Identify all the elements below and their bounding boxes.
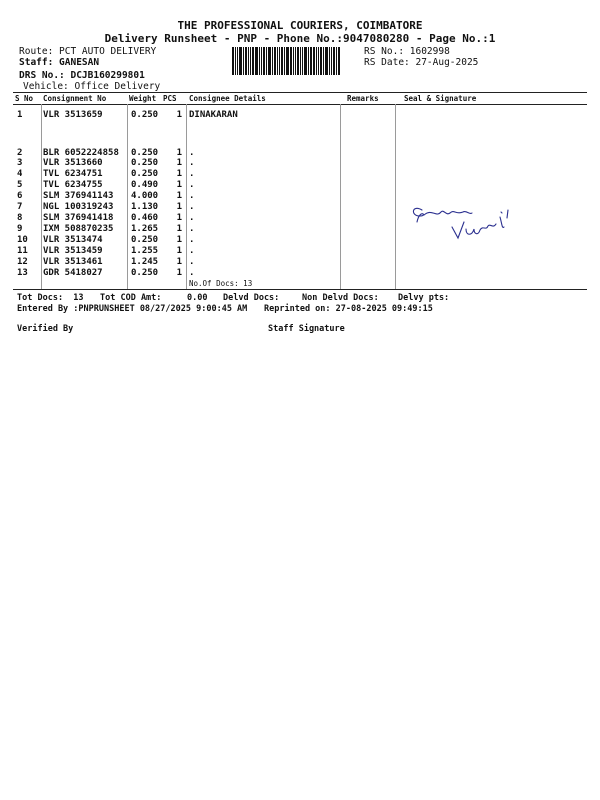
row-consignee: . (189, 246, 195, 256)
row-consignment: GDR 5418027 (43, 268, 103, 278)
barcode-bar (318, 47, 319, 75)
tot-docs: Tot Docs: 13 (17, 293, 84, 303)
row-consignee: . (189, 148, 195, 158)
row-consignee: DINAKARAN (189, 110, 238, 120)
row-weight: 4.000 (131, 191, 159, 201)
row-pcs: 1 (176, 268, 182, 278)
row-sno: 2 (17, 148, 23, 158)
row-weight: 0.250 (131, 110, 159, 120)
barcode (232, 47, 360, 75)
row-pcs: 1 (176, 246, 182, 256)
entered-by: Entered By :PNPRUNSHEET 08/27/2025 9:00:45 AM (17, 304, 248, 314)
table-row (0, 268, 600, 278)
barcode-bar (320, 47, 322, 75)
row-consignment: SLM 376941143 (43, 191, 114, 201)
row-sno: 8 (17, 213, 23, 223)
row-consignment: SLM 376941418 (43, 213, 114, 223)
barcode-bar (336, 47, 337, 75)
row-pcs: 1 (176, 224, 182, 234)
row-pcs: 1 (176, 158, 182, 168)
row-consignment: BLR 6052224858 (43, 148, 119, 158)
row-consignment: VLR 3513660 (43, 158, 103, 168)
row-consignee: . (189, 268, 195, 278)
row-consignee: . (189, 169, 195, 179)
reprinted-on: Reprinted on: 27-08-2025 09:49:15 (264, 304, 433, 314)
row-sno: 11 (17, 246, 28, 256)
delvy-pts: Delvy pts: (398, 293, 450, 303)
barcode-bar (281, 47, 283, 75)
delvd-docs: Delvd Docs: (223, 293, 280, 303)
table-row (0, 180, 600, 190)
barcode-bar (329, 47, 330, 75)
row-weight: 0.250 (131, 169, 159, 179)
tot-cod-amt: Tot COD Amt: 0.00 (100, 293, 208, 303)
barcode-bar (237, 47, 238, 75)
row-consignment: NGL 100319243 (43, 202, 114, 212)
col-seal-signature: Seal & Signature (404, 94, 477, 103)
col-pcs: PCS (163, 94, 177, 103)
table-top-rule (13, 92, 587, 93)
barcode-bar (243, 47, 244, 75)
row-weight: 1.255 (131, 246, 159, 256)
table-bottom-rule (13, 289, 587, 290)
table-row (0, 169, 600, 179)
row-consignee: . (189, 158, 195, 168)
barcode-bar (250, 47, 251, 75)
row-sno: 9 (17, 224, 23, 234)
row-sno: 5 (17, 180, 23, 190)
row-consignee: . (189, 235, 195, 245)
barcode-bar (268, 47, 271, 75)
barcode-bar (293, 47, 294, 75)
row-pcs: 1 (176, 235, 182, 245)
barcode-bar (261, 47, 262, 75)
barcode-bar (325, 47, 328, 75)
row-sno: 10 (17, 235, 28, 245)
row-consignment: VLR 3513459 (43, 246, 103, 256)
row-weight: 0.250 (131, 158, 159, 168)
row-sno: 1 (17, 110, 23, 120)
row-pcs: 1 (176, 169, 182, 179)
table-row (0, 257, 600, 267)
col-consignee: Consignee Details (189, 94, 266, 103)
staff-text: Staff: GANESAN (19, 57, 100, 68)
barcode-bar (259, 47, 260, 75)
row-consignment: TVL 6234755 (43, 180, 103, 190)
row-weight: 1.265 (131, 224, 159, 234)
row-weight: 1.130 (131, 202, 159, 212)
barcode-bar (266, 47, 267, 75)
row-pcs: 1 (176, 257, 182, 267)
row-weight: 1.245 (131, 257, 159, 267)
barcode-bar (232, 47, 234, 75)
barcode-bar (235, 47, 236, 75)
barcode-bar (295, 47, 296, 75)
row-pcs: 1 (176, 180, 182, 190)
row-weight: 0.460 (131, 213, 159, 223)
barcode-bar (286, 47, 289, 75)
row-consignee: . (189, 257, 195, 267)
row-pcs: 1 (176, 110, 182, 120)
row-sno: 4 (17, 169, 23, 179)
row-weight: 0.250 (131, 148, 159, 158)
row-consignee: . (189, 191, 195, 201)
row-consignment: TVL 6234751 (43, 169, 103, 179)
barcode-bar (313, 47, 315, 75)
barcode-bar (338, 47, 340, 75)
barcode-bar (297, 47, 299, 75)
row-weight: 0.490 (131, 180, 159, 190)
barcode-bar (248, 47, 249, 75)
row-sno: 13 (17, 268, 28, 278)
row-consignee: . (189, 224, 195, 234)
barcode-bar (308, 47, 309, 75)
col-remarks: Remarks (347, 94, 379, 103)
barcode-bar (245, 47, 247, 75)
barcode-bar (284, 47, 285, 75)
row-pcs: 1 (176, 202, 182, 212)
row-consignee: . (189, 180, 195, 190)
row-consignment: VLR 3513461 (43, 257, 103, 267)
row-consignment: VLR 3513474 (43, 235, 103, 245)
barcode-bar (279, 47, 280, 75)
verified-by: Verified By (17, 324, 74, 334)
barcode-bar (252, 47, 254, 75)
col-sno: S No (15, 94, 34, 103)
route-text: Route: PCT AUTO DELIVERY (19, 46, 157, 57)
row-pcs: 1 (176, 191, 182, 201)
barcode-bar (304, 47, 307, 75)
staff-signature: Staff Signature (268, 324, 345, 334)
company-title: THE PROFESSIONAL COURIERS, COIMBATORE (177, 19, 423, 32)
row-consignee: . (189, 202, 195, 212)
drs-text: DRS No.: DCJB160299801 (19, 70, 145, 81)
table-row (0, 110, 600, 120)
table-header-rule (13, 104, 587, 105)
runsheet-subtitle: Delivery Runsheet - PNP - Phone No.:9047080280 - Page No.:1 (104, 32, 496, 45)
rs-date: RS Date: 27-Aug-2025 (364, 57, 479, 68)
barcode-bar (272, 47, 273, 75)
col-consignment: Consignment No (43, 94, 107, 103)
table-row (0, 158, 600, 168)
row-weight: 0.250 (131, 235, 159, 245)
vehicle-text: Vehicle: Office Delivery (23, 81, 161, 92)
barcode-bar (333, 47, 335, 75)
barcode-bar (274, 47, 276, 75)
row-sno: 6 (17, 191, 23, 201)
barcode-bar (316, 47, 317, 75)
barcode-bar (310, 47, 312, 75)
barcode-bar (302, 47, 303, 75)
rs-number: RS No.: 1602998 (364, 46, 450, 57)
barcode-bar (290, 47, 292, 75)
table-row (0, 148, 600, 158)
row-sno: 7 (17, 202, 23, 212)
barcode-bar (239, 47, 242, 75)
row-pcs: 1 (176, 213, 182, 223)
barcode-bar (323, 47, 324, 75)
non-delvd-docs: Non Delvd Docs: (302, 293, 379, 303)
no-of-docs: No.Of Docs: 13 (189, 279, 253, 288)
row-pcs: 1 (176, 148, 182, 158)
row-consignment: VLR 3513659 (43, 110, 103, 120)
barcode-bar (255, 47, 258, 75)
barcode-bar (263, 47, 265, 75)
barcode-bar (331, 47, 332, 75)
row-consignment: IXM 508870235 (43, 224, 114, 234)
table-row (0, 246, 600, 256)
row-sno: 3 (17, 158, 23, 168)
row-weight: 0.250 (131, 268, 159, 278)
col-weight: Weight (129, 94, 157, 103)
handwritten-signature (408, 196, 518, 244)
barcode-bar (277, 47, 278, 75)
row-consignee: . (189, 213, 195, 223)
barcode-bar (300, 47, 301, 75)
row-sno: 12 (17, 257, 28, 267)
